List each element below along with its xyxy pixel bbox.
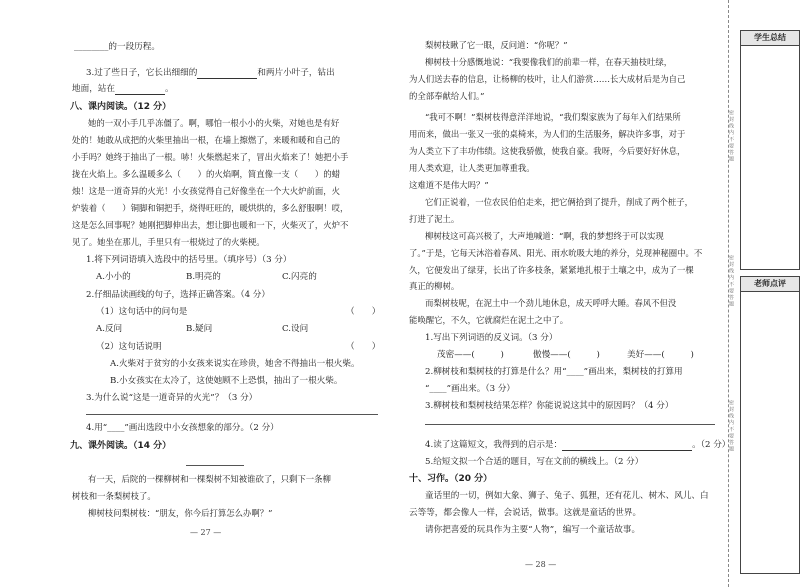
seal-note: 密 封 线 内 不 要 答 题 (728, 400, 734, 452)
question-3: 3.柳树枝和梨树枝结果怎样？你能说说这其中的原因吗？（4 分） (425, 401, 674, 411)
option: C.设问 (282, 324, 309, 334)
question-2: 2.柳树枝和梨树枝的打算是什么？用“____”画出来，梨树枝的打算用 (425, 367, 683, 377)
writing-prompt: 云等等，都会像人一样，会说话，做事。这就是童话的世界。 (409, 508, 642, 518)
section-9-heading: 九、课外阅读。（14 分） (70, 441, 172, 451)
reading-line: 打进了泥土。 (409, 214, 460, 224)
antonym-item[interactable]: 茂密——( ) (437, 350, 504, 360)
section-10-heading: 十、习作。（20 分） (409, 474, 493, 484)
reading-line: 为人们送去春的信息，让杨柳的枝叶，让人们游赏……长大成材后是为自己 (409, 74, 686, 84)
answer-paren[interactable]: （ ） (346, 307, 381, 317)
reading-line: 用而来，做出一张又一张的桌椅来，为人们的生活服务，解决许多事，对于 (409, 129, 686, 139)
blank[interactable] (562, 441, 692, 451)
line-q3b: 地面，站在 。 (72, 84, 174, 94)
question-1: 1.将下列词语填入选段中的括号里。（填序号）（3 分） (86, 255, 292, 265)
question-5: 5.给短文拟一个合适的题目，写在文前的横线上。（2 分） (425, 457, 644, 467)
reading-line: 树枝和一条梨树枝了。 (72, 491, 156, 501)
sidebar-panel (722, 0, 800, 587)
reading-line: 真正的柳树。 (409, 281, 460, 291)
option: B.疑问 (186, 324, 213, 334)
option: B.小女孩实在太冷了，这使她顾不上恐惧，抽出了一根火柴。 (110, 376, 343, 386)
page-number: — 28 — (525, 560, 557, 569)
reading-line: 而梨树枝呢，在泥土中一个劲儿地休息，成天呼呼大睡。春风不但没 (425, 298, 677, 308)
seal-note: 密 封 线 内 不 要 答 题 (728, 110, 734, 162)
passage-line: 她的一双小手几乎冻僵了。啊，哪怕一根小小的火柴，对她也是有好 (88, 118, 340, 128)
passage-line: 见了。她坐在那儿，手里只有一根烧过了的火柴梗。 (72, 237, 265, 247)
title-line[interactable] (186, 465, 244, 466)
reading-line: 梨树枝瞅了它一眼，反问道：“你呢？” (425, 40, 568, 50)
option: B.明亮的 (186, 272, 221, 282)
reading-line: 久，它便发出了绿芽，长出了许多枝条，紧紧地扎根于土壤之中，成为了一棵 (409, 265, 694, 275)
option: A.火柴对于贫穷的小女孩来说实在珍贵，她舍不得抽出一根火柴。 (110, 359, 360, 369)
blank[interactable] (115, 85, 165, 95)
reading-line: 为人类立下了丰功伟绩。这使我骄傲，使我自豪。我呀，今后要好好休息， (409, 146, 686, 156)
answer-line[interactable] (86, 414, 378, 415)
passage-line: 烛！这是一道奇异的火光！小女孩觉得自己好像坐在一个大火炉前面，火 (72, 186, 340, 196)
passage-line: 炉装着（ ）铜脚和铜把手，烧得旺旺的，暖烘烘的，多么舒服啊！哎， (72, 203, 349, 213)
seal-note: 密 封 线 内 不 要 答 题 (728, 255, 734, 307)
writing-prompt: 童话里的一切，例如大象、狮子、兔子、狐狸，还有花儿、树木、风儿、白 (425, 491, 709, 501)
question-2-2: （2）这句话说明 (96, 342, 162, 352)
passage-line: 这是怎么回事呢？她刚把脚伸出去，想让脚也暖和一下，火柴灭了，火炉不 (72, 220, 349, 230)
left-page (0, 0, 395, 587)
student-summary-heading: 学生总结 (741, 31, 799, 46)
answer-paren[interactable]: （ ） (346, 342, 381, 352)
reading-line: 它们正说着，一位农民伯伯走来，把它俩拾到了提升，削成了两个桩子， (425, 197, 693, 207)
question-4: 4.用“____”画出选段中小女孩想象的部分。（2 分） (86, 423, 279, 433)
answer-line[interactable] (425, 424, 715, 425)
option: C.闪亮的 (282, 272, 317, 282)
writing-prompt: 请你把喜爱的玩具作为主要“人物”，编写一个童话故事。 (425, 525, 641, 535)
blank[interactable] (197, 69, 257, 79)
option: A.反问 (96, 324, 123, 334)
question-4: 4.读了这篇短文，我得到的启示是： 。（2 分） (425, 440, 731, 450)
passage-line: 拢在火焰上。多么温暖多么（ ）的火焰啊，简直像一支（ ）的蜡 (72, 169, 340, 179)
reading-line: 能唤醒它，不久，它就腐烂在泥土之中了。 (409, 315, 569, 325)
teacher-comment-heading: 老师点评 (741, 277, 799, 292)
line-q3a: 3.过了些日子，它长出细细的 和两片小叶子，钻出 (86, 68, 335, 78)
reading-line: 柳树枝这可高兴极了，大声地喊道：“啊，我的梦想终于可以实现 (425, 231, 664, 241)
seal-line-column (722, 0, 736, 587)
option: A.小小的 (96, 272, 131, 282)
section-8-heading: 八、课内阅读。（12 分） (70, 102, 172, 112)
passage-line: 小手吗？她终于抽出了一根。哧！火柴燃起来了，冒出火焰来了！她把小手 (72, 152, 349, 162)
reading-line: 有一天，后院的一棵柳树和一棵梨树不知被谁砍了，只剩下一条柳 (88, 474, 331, 484)
reading-line: 用人类欢迎，让人类更加尊重我。 (409, 163, 535, 173)
antonym-item[interactable]: 傲慢——( ) (533, 350, 600, 360)
reading-line: 这难道不是伟大吗？” (409, 180, 489, 190)
question-2-cont: “____”画出来。（3 分） (425, 384, 516, 394)
page-number: — 27 — (190, 528, 222, 537)
teacher-comment-box[interactable] (740, 276, 800, 574)
reading-line: “我可不啊！”梨树枝得意洋洋地说，“我们梨家族为了每年入们结果所 (425, 112, 681, 122)
question-2: 2.仔细品读画线的句子，选择正确答案。（4 分） (86, 290, 270, 300)
reading-line: 了。”于是，它每天沐浴着春风、阳光、雨水吮吸大地的养分，兑现神秘圈中。不 (409, 248, 703, 258)
student-summary-box[interactable] (740, 30, 800, 270)
reading-line: 的全部奉献给人们。” (409, 91, 485, 101)
line-history: ________的一段历程。 (74, 42, 160, 52)
reading-line: 柳树枝十分感慨地说：“我要像我们的前辈一样，在春天抽枝吐绿， (425, 57, 673, 67)
reading-line: 柳树枝问梨树枝：“朋友，你今后打算怎么办啊？” (88, 508, 273, 518)
antonym-item[interactable]: 美好——( ) (627, 350, 694, 360)
question-2-1: （1）这句话中的问句是 (96, 307, 188, 317)
question-1: 1.写出下列词语的反义词。（3 分） (425, 333, 558, 343)
passage-line: 处的！她敢从成把的火柴里抽出一根，在墙上擦燃了，来暖和暖和自己的 (72, 135, 340, 145)
question-3: 3.为什么说“这是一道奇异的火光”？（3 分） (86, 393, 258, 403)
